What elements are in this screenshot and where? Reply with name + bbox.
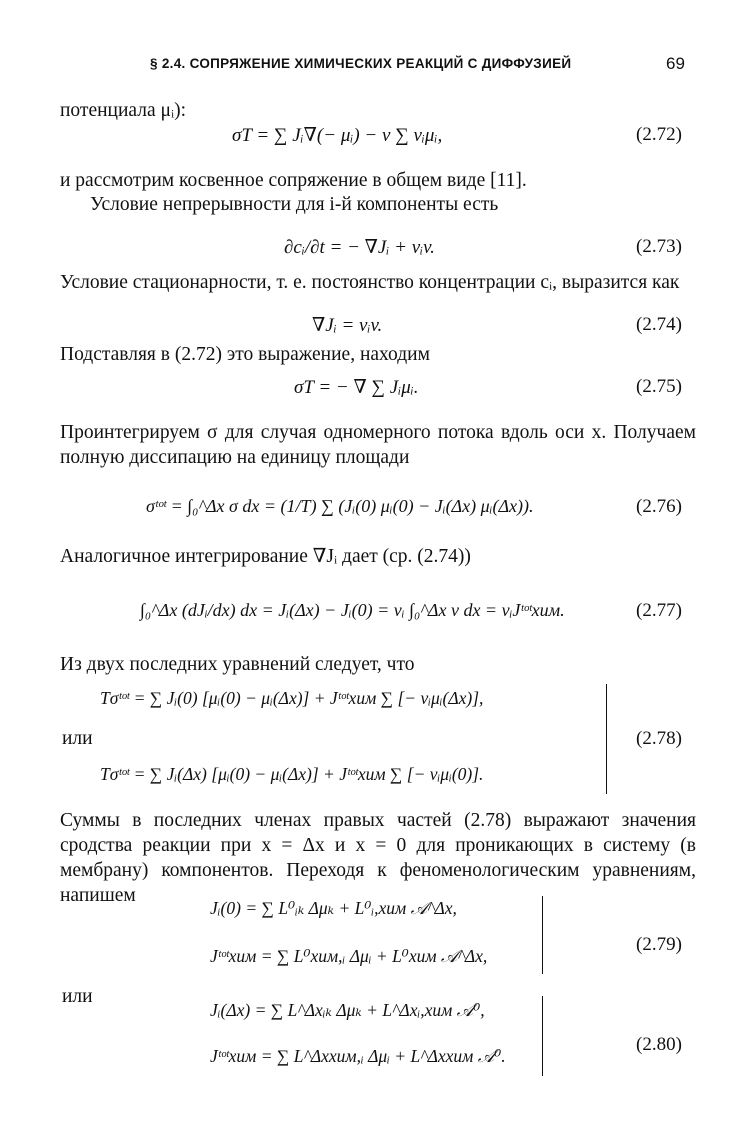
running-header <box>0 56 748 80</box>
equation-2-79b <box>210 946 487 967</box>
equation-2-73-body: ∂cᵢ/∂t = − ∇Jᵢ + νᵢv. <box>284 237 435 258</box>
paragraph-7: Аналогичное интегрирование ∇Jᵢ дает (ср. (2.74)) <box>60 546 471 567</box>
equation-2-75-body: σT = − ∇ ∑ Jᵢμᵢ. <box>294 377 419 398</box>
page-number: 69 <box>666 54 685 73</box>
equation-2-80a-body: Jᵢ(Δx) = ∑ L^Δxᵢₖ Δμₖ + L^Δxᵢ,хим 𝒜⁰, <box>210 1000 485 1020</box>
paragraph-4: Условие стационарности, т. е. постоянство концентрации cᵢ, выразится как <box>60 272 680 293</box>
paragraph-6: Проинтегрируем σ для случая одномерного потока вдоль оси x. Получаем полную диссипацию на единицу площади <box>60 422 696 468</box>
equation-2-74-body: ∇Jᵢ = νᵢv. <box>312 315 383 336</box>
paragraph-9: Суммы в последних членах правых частей (2.78) выражают значения сродства реакции при x = Δx и x = 0 для проникающих в систему (в мембрану) компонентов. Переходя к феноменологическим уравнениям, напишем <box>60 810 696 906</box>
equation-2-78a-body: Tσᵗᵒᵗ = ∑ Jᵢ(0) [μᵢ(0) − μᵢ(Δx)] + Jᵗᵒᵗхим ∑ [− νᵢμᵢ(Δx)], <box>100 688 484 708</box>
brace-2-79 <box>536 896 543 974</box>
equation-number-2-78: (2.78) <box>636 728 682 749</box>
equation-number-2-79: (2.79) <box>636 934 682 955</box>
brace-2-78 <box>600 684 607 794</box>
equation-2-75 <box>294 376 419 399</box>
equation-2-72-body: σT = ∑ Jᵢ∇(− μᵢ) − v ∑ νᵢμᵢ, <box>232 125 443 146</box>
brace-2-80 <box>536 996 543 1076</box>
equation-2-79a-body: Jᵢ(0) = ∑ L⁰ᵢₖ Δμₖ + L⁰ᵢ,хим 𝒜^Δx, <box>210 898 457 918</box>
equation-2-78b-body: Tσᵗᵒᵗ = ∑ Jᵢ(Δx) [μᵢ(0) − μᵢ(Δx)] + Jᵗᵒᵗхим ∑ [− νᵢμᵢ(0)]. <box>100 764 484 784</box>
equation-2-74 <box>312 314 382 337</box>
equation-2-77 <box>140 600 565 621</box>
equation-2-76-body: σᵗᵒᵗ = ∫₀^Δx σ dx = (1/T) ∑ (Jᵢ(0) μᵢ(0) − Jᵢ(Δx) μᵢ(Δx)). <box>146 496 534 516</box>
paragraph-2: и рассмотрим косвенное сопряжение в общем виде [11]. <box>60 170 527 191</box>
paragraph-8: Из двух последних уравнений следует, что <box>60 654 415 675</box>
equation-2-73 <box>284 236 435 259</box>
equation-number-2-74: (2.74) <box>636 314 682 335</box>
paragraph-3: Условие непрерывности для i-й компоненты есть <box>90 194 499 215</box>
equation-2-78b <box>100 764 483 785</box>
equation-2-77-body: ∫₀^Δx (dJᵢ/dx) dx = Jᵢ(Δx) − Jᵢ(0) = νᵢ ∫₀^Δx v dx = νᵢJᵗᵒᵗхим. <box>140 600 565 620</box>
equation-number-2-80: (2.80) <box>636 1034 682 1055</box>
equation-number-2-72: (2.72) <box>636 124 682 145</box>
connective-or-1: или <box>62 728 93 749</box>
equation-2-80a <box>210 1000 485 1021</box>
equation-number-2-73: (2.73) <box>636 236 682 257</box>
equation-2-80b <box>210 1046 506 1067</box>
equation-2-78a <box>100 688 483 709</box>
paragraph-1: потенциала μᵢ): <box>60 100 187 121</box>
paragraph-5: Подставляя в (2.72) это выражение, находим <box>60 344 430 365</box>
equation-2-79a <box>210 898 457 919</box>
connective-or-2: или <box>62 986 93 1007</box>
equation-number-2-77: (2.77) <box>636 600 682 621</box>
equation-number-2-76: (2.76) <box>636 496 682 517</box>
equation-2-80b-body: Jᵗᵒᵗхим = ∑ L^Δxхим,ᵢ Δμᵢ + L^Δxхим 𝒜⁰. <box>210 1046 506 1066</box>
equation-2-76 <box>146 496 534 517</box>
equation-2-72 <box>232 124 442 147</box>
section-title: § 2.4. СОПРЯЖЕНИЕ ХИМИЧЕСКИХ РЕАКЦИЙ С ДИФФУЗИЕЙ <box>150 56 572 71</box>
equation-2-79b-body: Jᵗᵒᵗхим = ∑ L⁰хим,ᵢ Δμᵢ + L⁰хим 𝒜^Δx, <box>210 946 488 966</box>
equation-number-2-75: (2.75) <box>636 376 682 397</box>
